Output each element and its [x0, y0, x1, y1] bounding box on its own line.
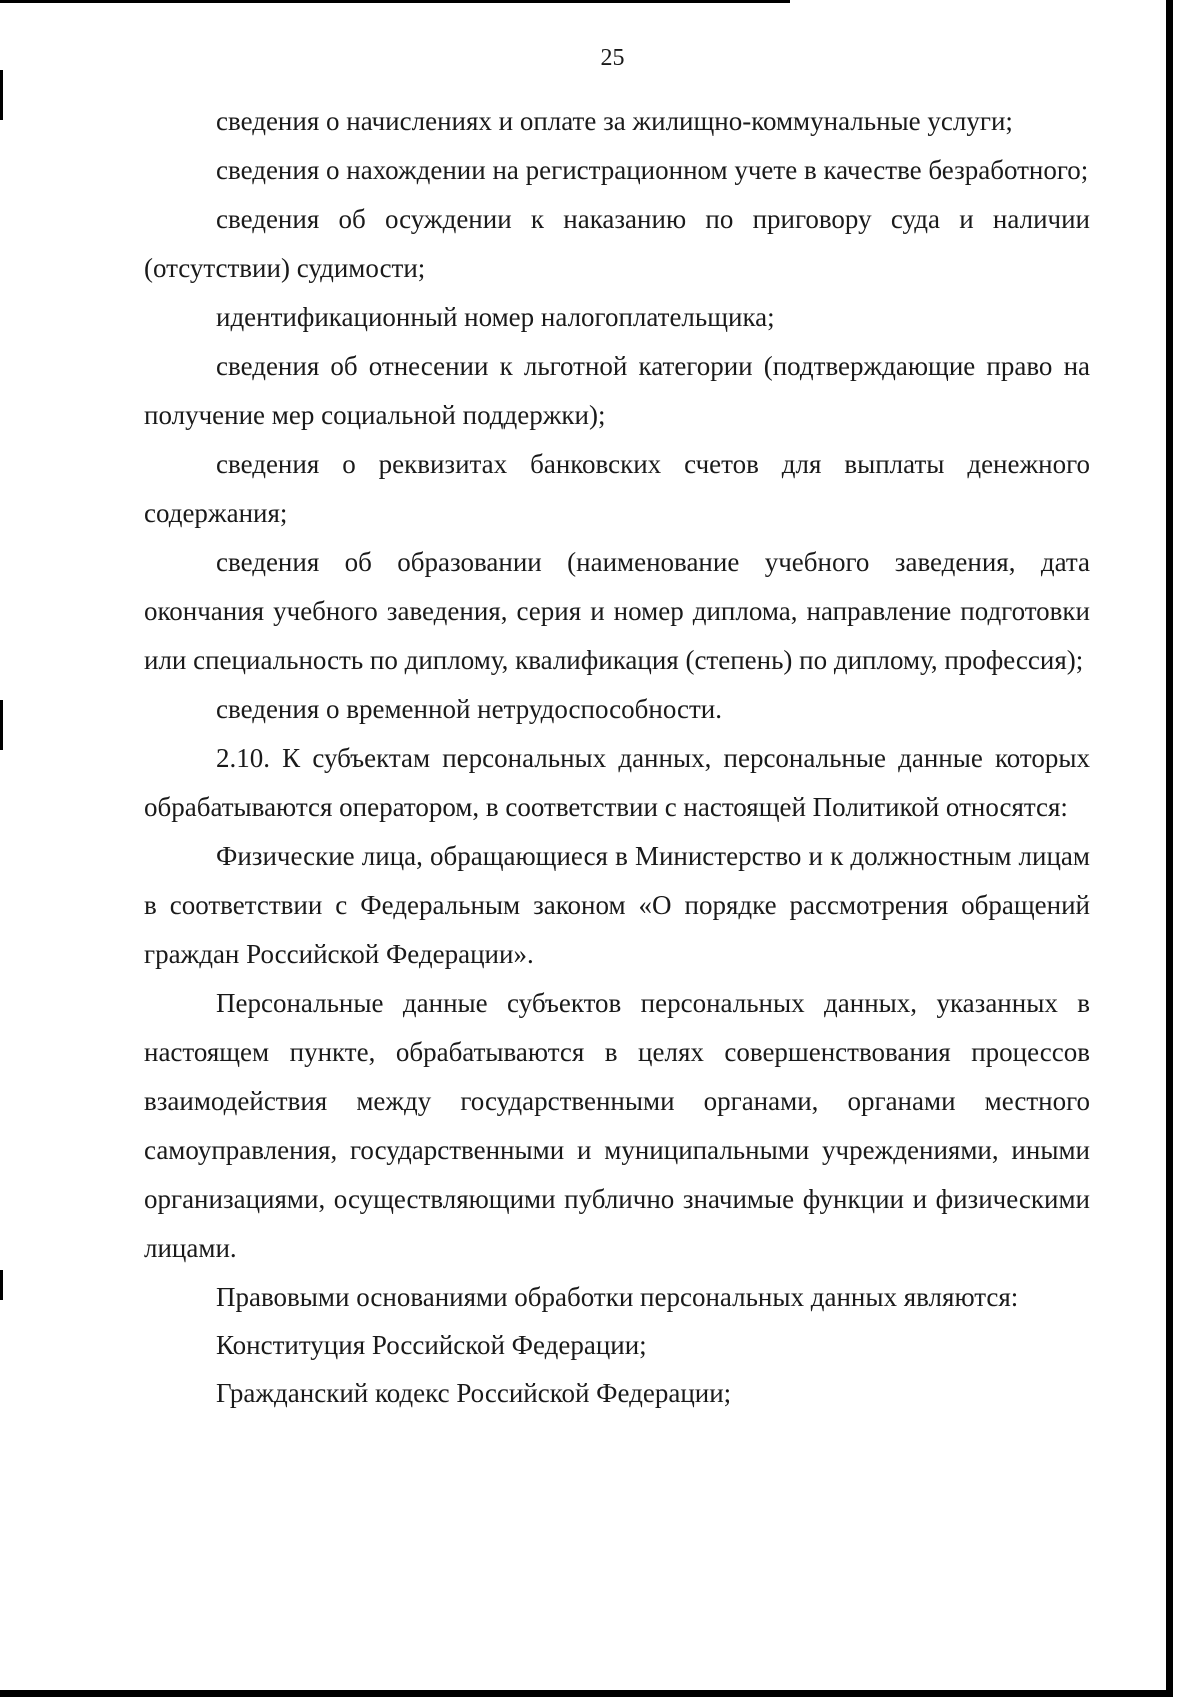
- paragraph-legal-grounds: Правовыми основаниями обработки персональных данных являются:: [216, 1282, 1019, 1312]
- document-body: [144, 97, 1090, 1417]
- paragraph-section-2-10: 2.10. К субъектам персональных данных, персональные данные которых обрабатываются оператором, в соответствии с настоящей Политикой относятся:: [144, 743, 1090, 822]
- paragraph-criminal-record: сведения об осуждении к наказанию по приговору суда и наличии (отсутствии) судимости;: [144, 204, 1090, 283]
- scan-mark: [0, 1270, 3, 1300]
- paragraph-education: сведения об образовании (наименование учебного заведения, дата окончания учебного заведения, серия и номер диплома, направление подготовки или специальность по диплому, квалификация (степень) по диплому, профессия);: [144, 547, 1090, 675]
- paragraph-processing-purpose: Персональные данные субъектов персональных данных, указанных в настоящем пункте, обрабатываются в целях совершенствования процессов взаимодействия между государственными органами, органами местного самоуправления, государственными и муниципальными учреждениями, иными организациями, осуществляющими публично значимые функции и физическими лицами.: [144, 988, 1090, 1263]
- paragraph-utility-payments: сведения о начислениях и оплате за жилищно-коммунальные услуги;: [216, 106, 1013, 136]
- page-number: 25: [600, 45, 625, 71]
- scan-border-right: [1166, 0, 1173, 1697]
- paragraph-bank-details: сведения о реквизитах банковских счетов для выплаты денежного содержания;: [144, 449, 1090, 528]
- paragraph-individuals: Физические лица, обращающиеся в Министерство и к должностным лицам в соответствии с Федеральным законом «О порядке рассмотрения обращений граждан Российской Федерации».: [144, 841, 1090, 969]
- paragraph-constitution: Конституция Российской Федерации;: [216, 1330, 647, 1360]
- paragraph-civil-code: Гражданский кодекс Российской Федерации;: [216, 1378, 732, 1408]
- paragraph-unemployment-registration: сведения о нахождении на регистрационном учете в качестве безработного;: [216, 155, 1089, 185]
- scan-mark: [0, 700, 3, 750]
- paragraph-sick-leave: сведения о временной нетрудоспособности.: [216, 694, 722, 724]
- scan-border-bottom: [0, 1690, 1173, 1697]
- scan-mark: [0, 70, 3, 120]
- paragraph-taxpayer-id: идентификационный номер налогоплательщика;: [216, 302, 775, 332]
- scan-border-top: [0, 0, 790, 3]
- paragraph-benefit-category: сведения об отнесении к льготной категории (подтверждающие право на получение мер социальной поддержки);: [144, 351, 1090, 430]
